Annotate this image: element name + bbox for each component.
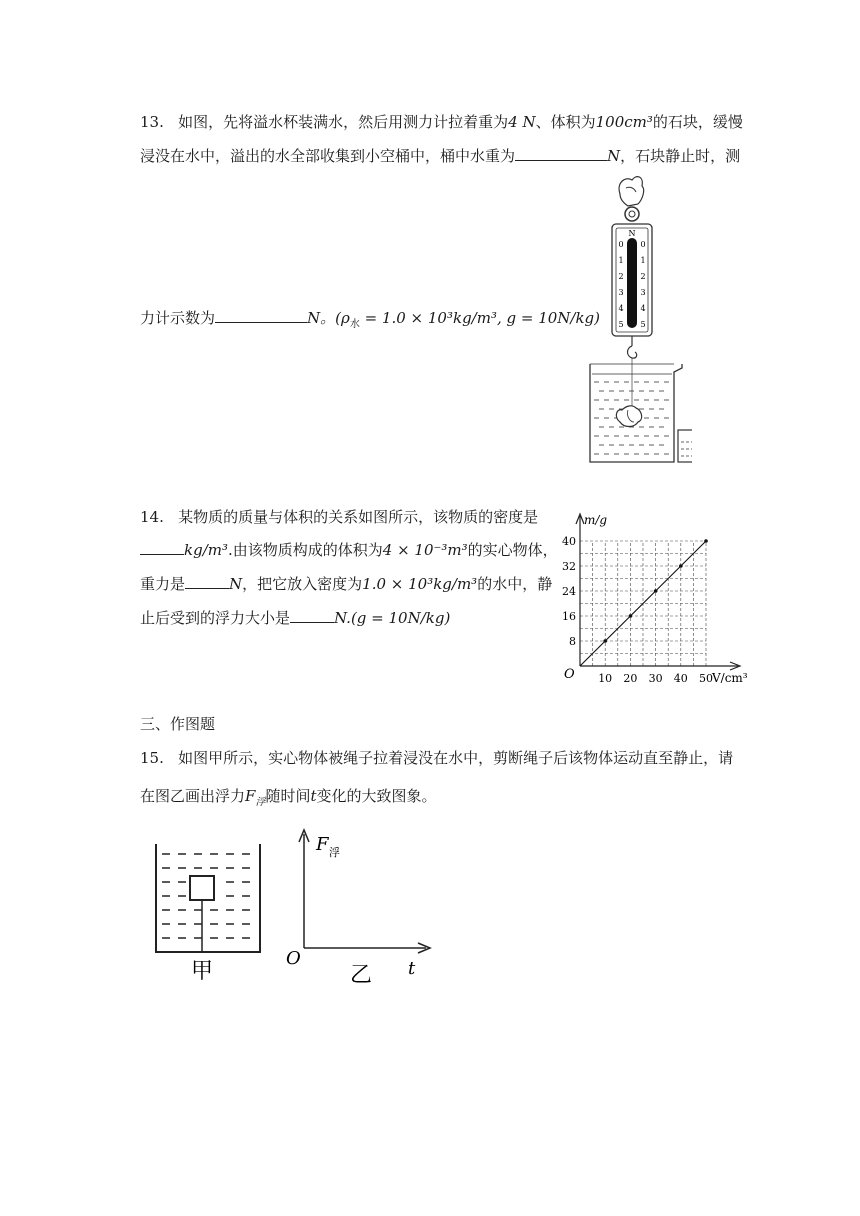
q15-line1: [140, 748, 733, 768]
scale-tick-label: 1: [618, 256, 624, 265]
scale-hook: [628, 346, 637, 358]
figure-jia: [148, 840, 268, 988]
y-tick-label: 24: [562, 585, 576, 598]
q13-line3: [140, 308, 600, 335]
data-point: [629, 614, 633, 618]
scale-tick-label: 4: [618, 304, 624, 313]
axis-y-label: F: [316, 834, 329, 855]
q13-rho-sub: 水: [349, 319, 360, 330]
scale-tick-label: 1: [640, 256, 646, 265]
data-point: [679, 564, 683, 568]
origin-label: O: [286, 948, 301, 969]
axis-x-label: t: [408, 958, 416, 979]
scale-tick-label: 5: [618, 320, 624, 329]
scale-tick-label: 2: [618, 272, 624, 281]
q13-rho: 。(ρ: [320, 309, 350, 327]
section-heading: 三、作图题: [140, 715, 216, 733]
q15-t-symbol: t: [310, 787, 317, 805]
data-point: [704, 539, 708, 543]
y-tick-label: 16: [562, 610, 576, 623]
q13-line1: [140, 112, 743, 132]
answer-blank[interactable]: [290, 608, 334, 623]
y-tick-label: 8: [569, 635, 576, 648]
scale-tick-label: 3: [640, 288, 646, 297]
q14-text-3a: 重力是: [140, 575, 186, 593]
scale-ring: [625, 207, 639, 221]
q15-number: 15.: [140, 749, 164, 767]
q13-text-1c: 的石块，缓慢: [652, 113, 743, 131]
scale-tick-label: 4: [640, 304, 646, 313]
q15-f-sub: 浮: [255, 797, 266, 808]
scale-tick-label: 5: [640, 320, 646, 329]
answer-blank[interactable]: [215, 308, 307, 323]
q14-text-4b: N.(g = 10N/kg): [334, 609, 451, 627]
q15-text-2c: 变化的大致图象。: [316, 787, 437, 805]
small-bucket: [678, 430, 692, 462]
q13-unit-2: N: [307, 309, 321, 327]
hand-icon: [619, 177, 644, 206]
q13-number: 13.: [140, 113, 164, 131]
solid-object: [190, 876, 214, 900]
q13-text-3a: 力计示数为: [140, 309, 216, 327]
x-tick-label: 10: [598, 672, 613, 685]
x-tick-label: 20: [623, 672, 638, 685]
q13-volume: 100cm³: [595, 113, 653, 131]
y-tick-label: 32: [562, 560, 576, 573]
chart-xlabel: V/cm³: [712, 671, 748, 685]
q14-volume: 4 × 10⁻³m³: [382, 541, 468, 559]
data-point: [603, 639, 607, 643]
q14-line4: [140, 608, 450, 628]
q13-text-2a: 浸没在水中，溢出的水全部收集到小空桶中，桶中水重为: [140, 147, 516, 165]
q14-unit-density: kg/m³: [184, 541, 228, 559]
q13-constants: = 1.0 × 10³kg/m³, g = 10N/kg): [359, 309, 601, 327]
scale-tick-label: 0: [640, 240, 646, 249]
q15-line2: [140, 786, 437, 813]
data-point: [654, 589, 658, 593]
answer-blank[interactable]: [515, 146, 607, 161]
q14-text-2b: .由该物质构成的体积为: [227, 541, 383, 559]
q14-water-density: 1.0 × 10³kg/m³: [362, 575, 478, 593]
figure-yi: [282, 826, 442, 988]
q15-text-2a: 在图乙画出浮力: [140, 787, 246, 805]
q13-text-2b: ，石块静止时，测: [620, 147, 741, 165]
q13-unit: N: [607, 147, 621, 165]
y-tick-label: 40: [562, 535, 576, 548]
q14-unit-n: N: [229, 575, 243, 593]
q14-text-3e: 的水中，静: [477, 575, 553, 593]
answer-blank[interactable]: [140, 540, 184, 555]
scale-tick-label: 3: [618, 288, 624, 297]
q14-number: 14.: [140, 508, 164, 526]
q14-line2: [140, 540, 558, 560]
q15-f-symbol: F: [245, 787, 256, 805]
axis-y-sub: 浮: [329, 846, 340, 859]
spring-scale-figure: [582, 172, 692, 464]
q13-text-1b: 、体积为: [535, 113, 596, 131]
figure-jia-label: 甲: [190, 959, 214, 984]
q13-line2: [140, 146, 740, 166]
x-tick-label: 30: [648, 672, 663, 685]
q14-text-3c: ，把它放入密度为: [242, 575, 363, 593]
chart-series: [580, 539, 708, 666]
scale-unit-label: N: [628, 229, 636, 238]
chart-axes: [576, 514, 740, 670]
scale-indicator: [627, 238, 637, 328]
q15-text-2b: 随时间: [265, 787, 311, 805]
q14-text-2d: 的实心物体，: [467, 541, 558, 559]
q14-line3: [140, 574, 552, 594]
q13-weight: 4 N: [508, 113, 536, 131]
mass-volume-chart: [560, 508, 760, 690]
q14-text-4a: 止后受到的浮力大小是: [140, 609, 291, 627]
chart-ticks: [562, 535, 713, 685]
scale-tick-label: 0: [618, 240, 624, 249]
answer-blank[interactable]: [185, 574, 229, 589]
scale-tick-label: 2: [640, 272, 646, 281]
q15-text-1: 如图甲所示，实心物体被绳子拉着浸没在水中，剪断绳子后该物体运动直至静止，请: [178, 749, 734, 767]
x-tick-label: 40: [673, 672, 688, 685]
x-tick-label: 50: [699, 672, 713, 685]
chart-origin: O: [564, 667, 575, 682]
q14-text-1: 某物质的质量与体积的关系如图所示，该物质的密度是: [178, 508, 539, 526]
q14-line1: [140, 507, 538, 527]
q13-text-1: 如图，先将溢水杯装满水，然后用测力计拉着重为: [178, 113, 509, 131]
figure-yi-label: 乙: [350, 963, 373, 988]
chart-ylabel: m/g: [584, 513, 608, 527]
